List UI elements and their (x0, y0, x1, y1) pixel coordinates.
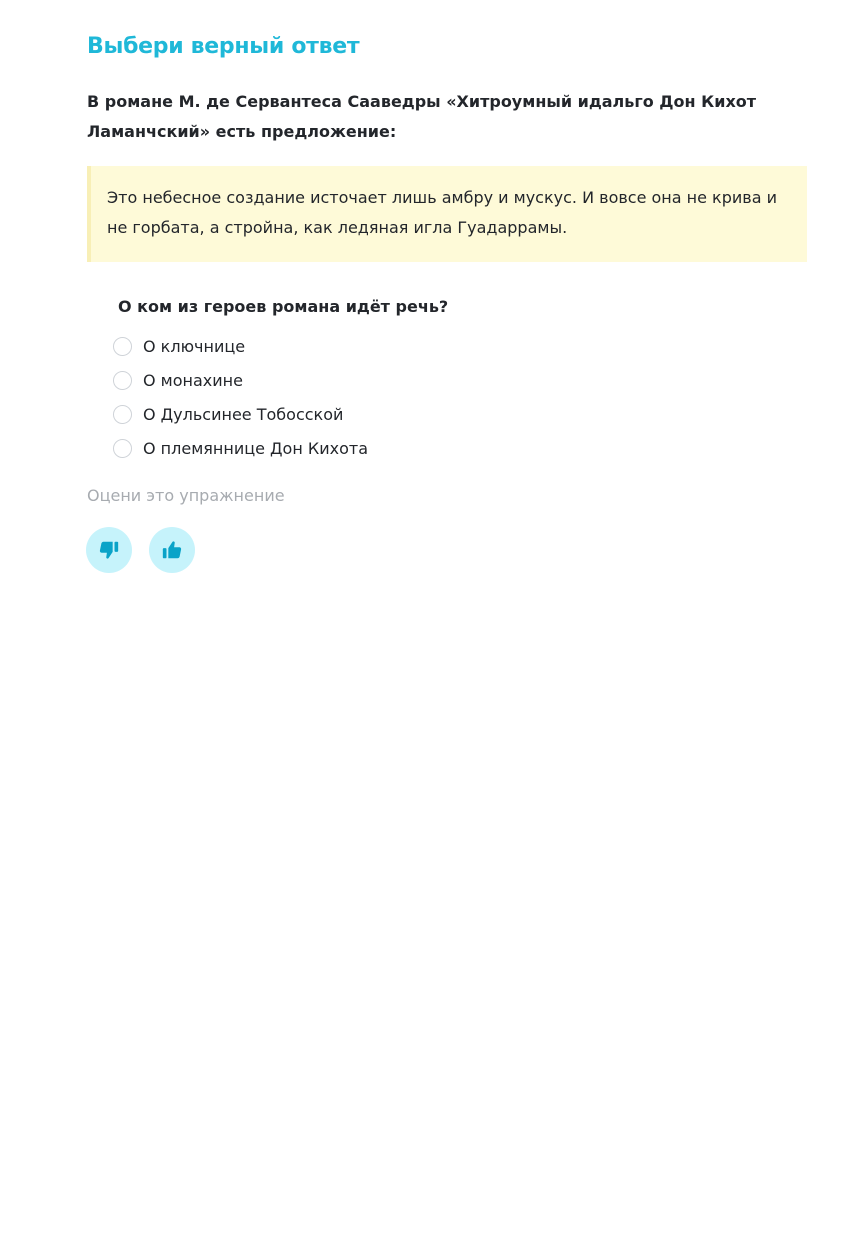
exercise-intro: В романе М. де Сервантеса Сааведры «Хитроумный идальго Дон Кихот Ламанчский» есть предложение: (87, 92, 757, 141)
answer-option[interactable] (113, 397, 368, 431)
like-button[interactable] (149, 527, 195, 573)
answer-option[interactable] (113, 329, 368, 363)
answer-options (113, 329, 368, 465)
quote-text: Это небесное создание источает лишь амбру и мускус. И вовсе она не крива и не горбата, а стройна, как ледяная игла Гуадаррамы. (107, 188, 777, 237)
radio-button[interactable] (113, 405, 132, 424)
radio-button[interactable] (113, 439, 132, 458)
answer-option[interactable] (113, 363, 368, 397)
answer-option-label: О монахине (143, 370, 243, 390)
radio-button[interactable] (113, 337, 132, 356)
page-title: Выбери верный ответ (87, 34, 360, 59)
answer-option-label: О племяннице Дон Кихота (143, 438, 369, 458)
quote-block (87, 166, 807, 262)
answer-option-label: О ключнице (143, 336, 246, 356)
answer-option-label: О Дульсинее Тобосской (143, 404, 344, 424)
thumbs-down-icon (98, 539, 120, 561)
rating-label: Оцени это упражнение (87, 486, 285, 505)
radio-button[interactable] (113, 371, 132, 390)
dislike-button[interactable] (86, 527, 132, 573)
question-text: О ком из героев романа идёт речь? (118, 297, 449, 316)
answer-option[interactable] (113, 431, 368, 465)
thumbs-up-icon (161, 539, 183, 561)
